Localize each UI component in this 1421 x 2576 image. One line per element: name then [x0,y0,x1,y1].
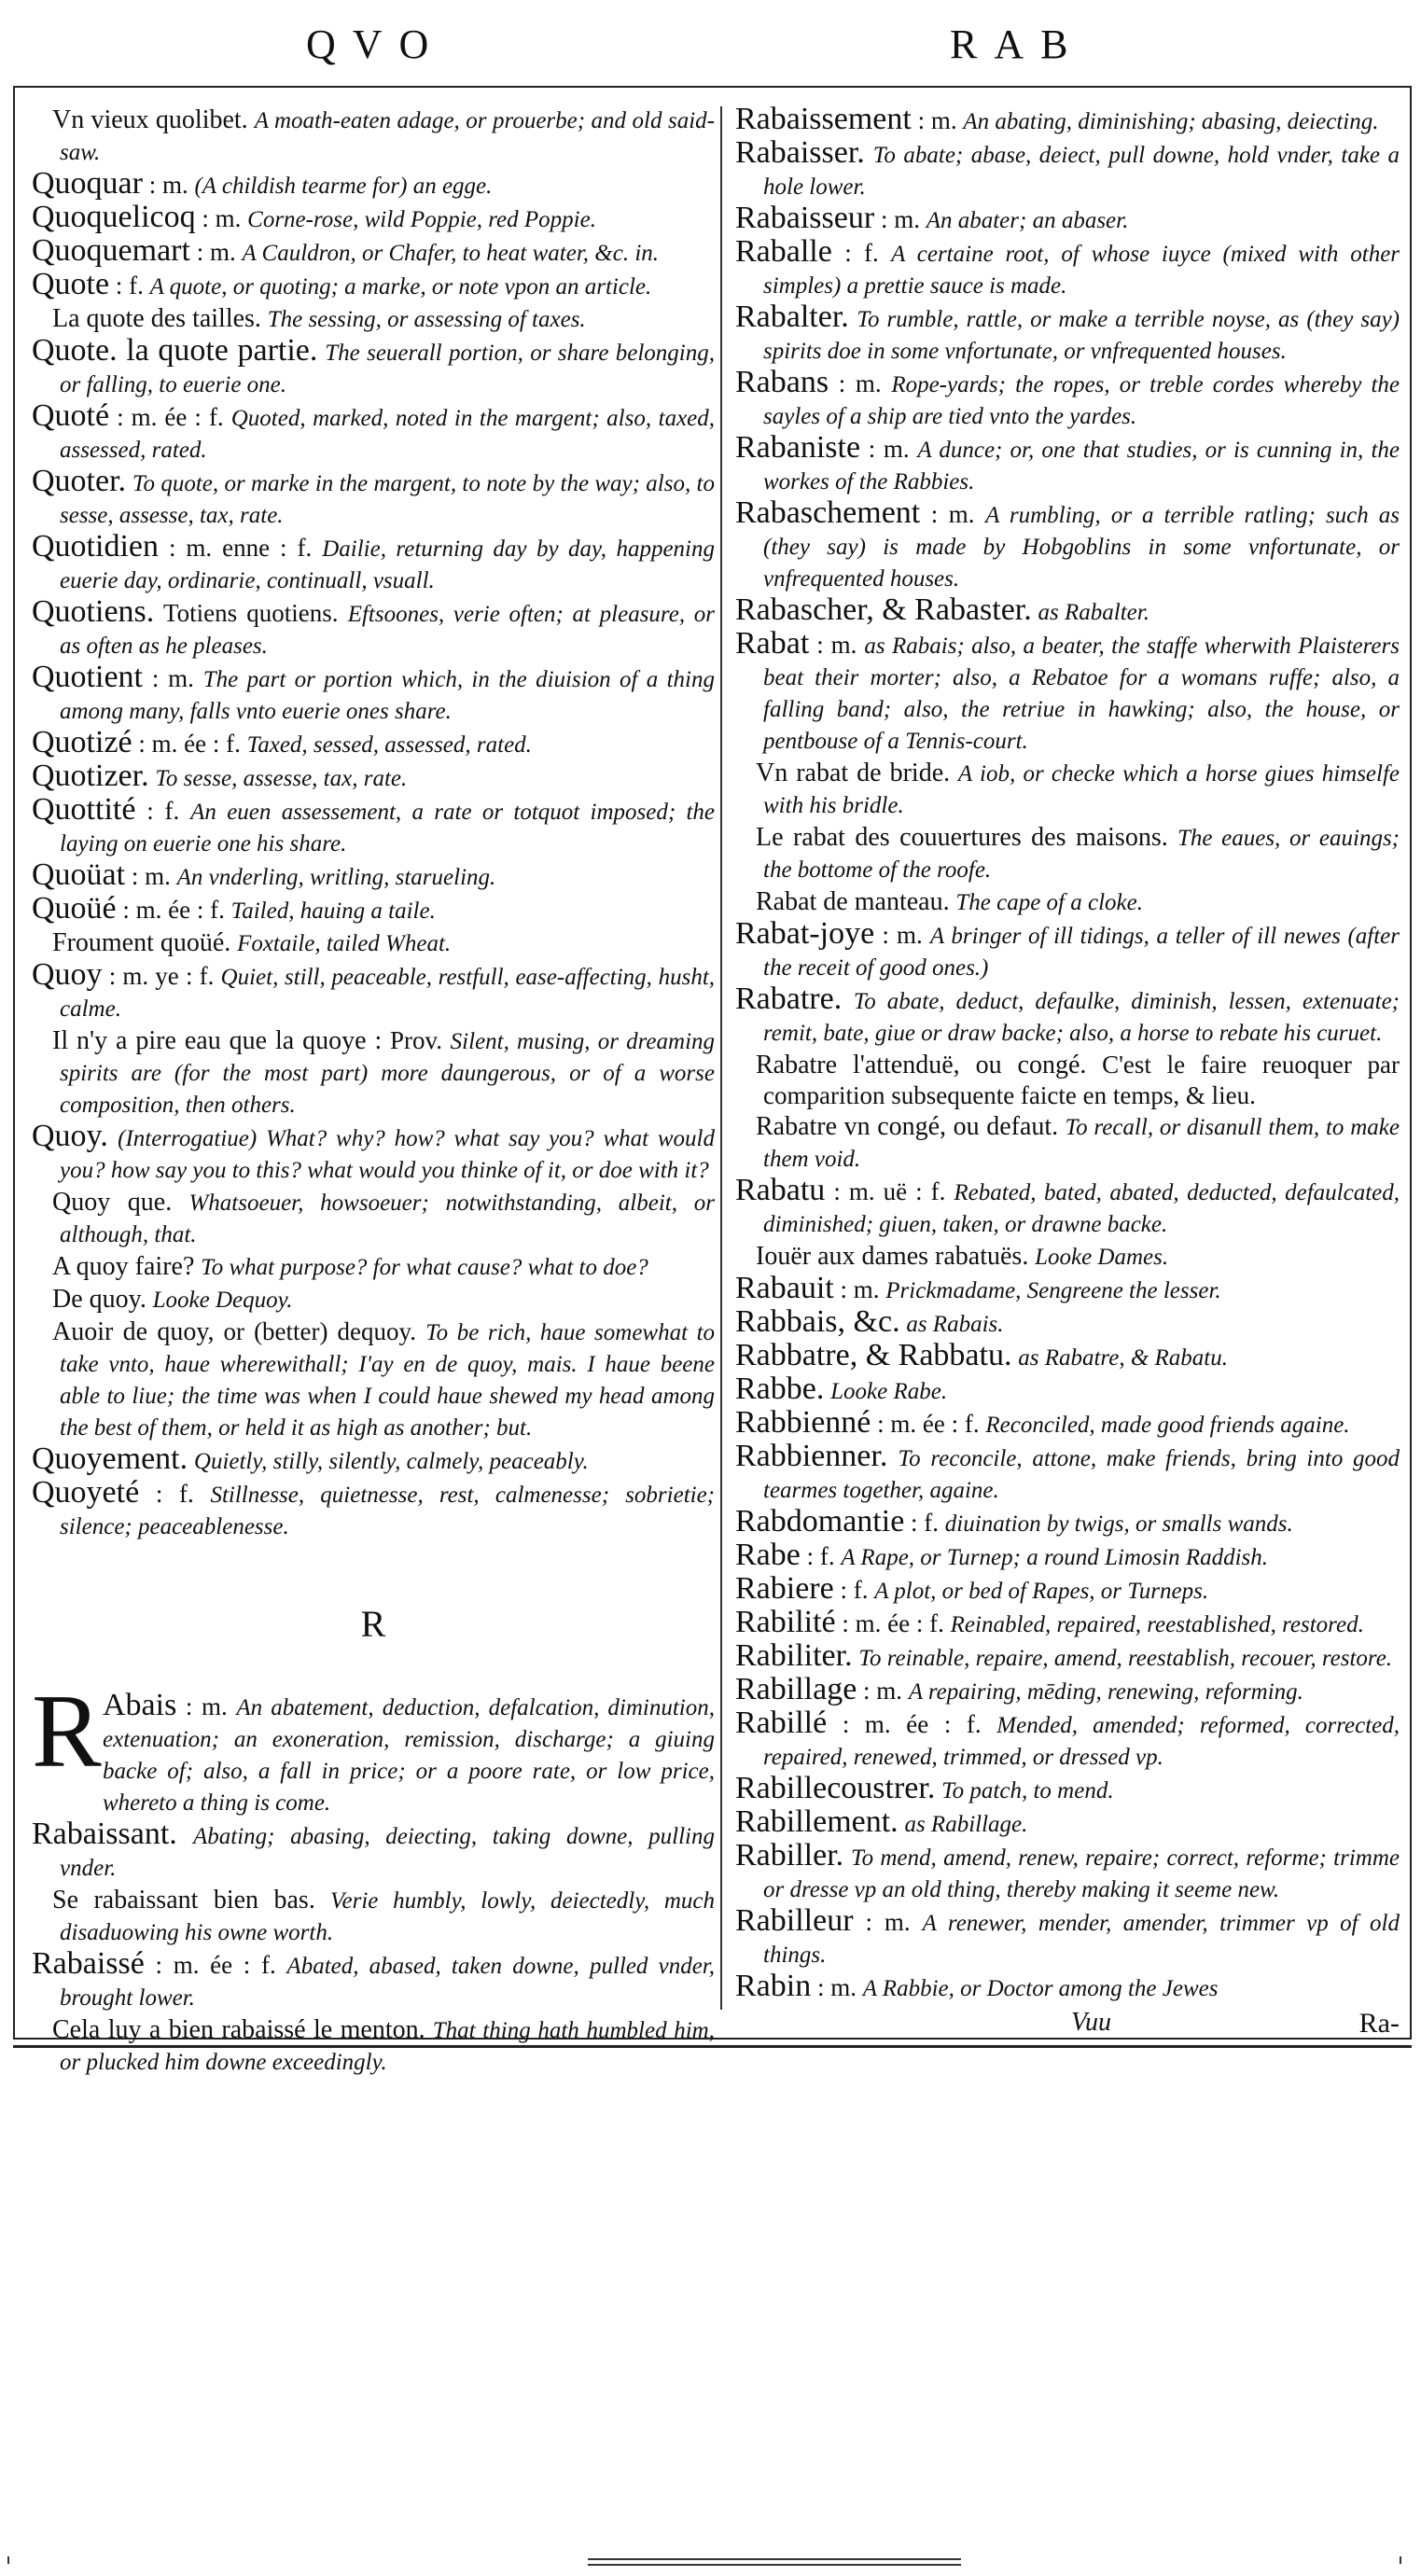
headword: Rabiller. [735,1838,844,1873]
headword: Quoté [32,398,110,433]
grammar-note: : m. [816,631,857,659]
bottom-rule [13,2045,1412,2052]
dictionary-entry [735,1241,1400,1273]
definition: The part or portion which, in the diuision of a thing among many, falls vnto euerie ones share. [60,667,716,724]
drop-cap-letter: R [32,1674,102,1789]
definition: A bringer of ill tidings, a teller of ill newes (after the receit of good ones.) [763,924,1400,981]
definition: (A childish tearme for) an egge. [194,174,493,199]
grammar-note: : m. [930,500,975,528]
grammar-note: : m. ée : f. [138,730,241,758]
grammar-note: Totiens quotiens. [162,599,339,627]
definition: Dailie, returning day by day, happening euerie day, ordinarie, continuall, vsuall. [60,536,715,593]
bottom-registration-marks [0,2556,1421,2568]
grammar-note: : f. [146,797,180,825]
grammar-note: : m. [880,205,920,233]
dictionary-entry [735,1405,1400,1441]
headword: Quoquar [32,166,143,201]
headword: Rabillement. [735,1804,899,1839]
grammar-note: : f. [840,1576,869,1604]
grammar-note: Prov. [389,1026,442,1054]
dictionary-entry [735,626,1400,757]
definition: The seuerall portion, or share belonging, or falling, to euerie one. [60,341,716,397]
headword: Rabdomantie [735,1504,905,1539]
dictionary-entry [32,1187,715,1250]
headword: Quoüé [32,891,117,926]
headword: Vn rabat de bride. [756,759,951,787]
definition: Reinabled, repaired, reestablished, restored. [950,1612,1364,1637]
headword: Rabatre l'attenduë, ou congé. [756,1051,1087,1079]
registration-tick [7,2556,9,2564]
grammar-note: : m. [840,1275,880,1303]
headword: Rabatu [735,1173,826,1207]
dictionary-entry [735,1638,1400,1674]
definition: A plot, or bed of Rapes, or Turneps. [874,1579,1209,1604]
definition: diuination by twigs, or smalls wands. [944,1511,1293,1537]
dictionary-entry [32,398,716,466]
headword: Rabaissement [735,102,912,136]
dictionary-entry [32,202,715,235]
headword: Quotidien [32,529,159,564]
definition: Quoted, marked, noted in the margent; also, taxed, assessed, rated. [60,406,716,463]
definition: An abating, diminishing; abasing, deiecting. [963,109,1379,134]
grammar-note: : m. ée : f. [117,403,224,431]
definition: Rope-yards; the ropes, or treble cordes whereby the sayles of a ship are tied vnto the yardes. [763,372,1400,429]
dictionary-entry [735,1708,1400,1773]
dictionary-entry [735,1374,1400,1407]
grammar-note: : f. [806,1542,835,1570]
grammar-note: : m. ée : f. [122,896,225,924]
headword: Se rabaissant bien bas. [52,1886,315,1915]
headword: Rabbienner. [735,1439,888,1473]
headword: Raballe [735,234,832,269]
definition: Whatsoeuer, howsoeuer; notwithstanding, albeit, or although, that. [60,1191,715,1247]
grammar-note: : m. [148,171,188,199]
headword: Rabilité [735,1605,836,1639]
definition: Abated, abased, taken downe, pulled vnder, brought lower. [60,1954,716,2011]
right-column [735,104,1400,2040]
dictionary-entry [32,233,715,269]
left-entries [32,104,715,1542]
definition: The eaues, or eauings; the bottome of the roofe. [763,826,1400,883]
definition: Reconciled, made good friends againe. [985,1413,1350,1438]
dictionary-entry [735,984,1400,1049]
headword: Quoy [32,957,103,992]
definition: Corne-rose, wild Poppie, red Poppie. [247,207,596,232]
definition: as Rabalter. [1038,600,1149,625]
definition: To abate; abase, deiect, pull downe, hold vnder, take a hole lower. [763,143,1400,200]
grammar-note: : m. uë : f. [833,1177,946,1205]
definition: To rumble, rattle, or make a terrible noyse, as (they say) spirits doe in some vnfortunate, or vnfrequented houses. [763,307,1400,364]
headword: Quoquemart [32,233,190,268]
definition: A dunce; or, one that studies, or is cunning in, the workes of the Rabbies. [763,438,1400,494]
dictionary-entry [735,1605,1400,1640]
headword: Rabascher, & Rabaster. [735,592,1032,627]
dictionary-entry [735,1672,1400,1707]
definition: Quiet, still, peaceable, restfull, ease-affecting, husht, calme. [60,965,716,1022]
headword: Rabbatre, & Rabbatu. [735,1338,1012,1372]
headword: Quoter. [32,464,127,498]
signature-mark: Vuu [1071,2008,1112,2037]
column-divider [720,106,722,2010]
definition: Rebated, bated, abated, deducted, defaulcated, diminished; giuen, taken, or drawne backe. [763,1180,1400,1237]
dictionary-entry [32,891,715,926]
dictionary-entry [735,822,1400,885]
definition: Eftsoones, verie often; at pleasure, or as often as he pleases. [60,602,715,659]
definition: A quote, or quoting; a marke, or note vpon an article. [149,274,652,299]
dictionary-entry [32,761,715,794]
definition: A renewer, mender, amender, trimmer vp of old things. [763,1911,1400,1968]
definition: A moath-eaten adage, or prouerbe; and old said-saw. [60,108,715,165]
definition: That thing hath humbled him, or plucked him downe exceedingly. [60,2018,715,2075]
definition: as Rabais; also, a beater, the staffe wherwith Plaisterers beat their morter; also, a Rebatoe for a womans ruffe; also, a falling band; also, the retriue in hawking; also, the house, or pentbouse of a Tennis-court. [763,634,1400,754]
dictionary-entry [735,1838,1400,1905]
headword: Quotizer. [32,759,149,793]
definition: To reinable, repaire, amend, reestablish, recouer, restore. [858,1646,1393,1671]
headword: Rabillecoustrer. [735,1771,936,1805]
definition: Looke Dequoy. [152,1288,293,1313]
dictionary-entry [735,234,1400,301]
grammar-note: : m. [196,238,236,266]
grammar-note: : m. [131,862,171,890]
definition: Quietly, stilly, silently, calmely, peaceably. [193,1449,589,1474]
dictionary-entry [735,592,1400,628]
headword: Auoir de quoy, [52,1317,215,1346]
dictionary-entry [32,792,716,859]
headword: Rabilleur [735,1903,854,1938]
definition: An vnderling, writling, starueling. [176,865,496,890]
headword: Quotizé [32,725,132,759]
headword: Cela luy a bien rabaissé le menton. [52,2015,425,2044]
grammar-note: : m. ée : f. [842,1710,982,1738]
dictionary-entry [735,495,1400,594]
dictionary-entry [735,104,1400,137]
grammar-note: : f. [844,239,879,267]
definition: To quote, or marke in the margent, to note by the way; also, to sesse, assesse, tax, rate. [60,471,716,528]
headword: Rabat de manteau. [756,887,950,916]
grammar-note: : m. ée : f. [155,1951,276,1979]
dictionary-entry [735,365,1400,432]
headword: Quoy. [32,1119,108,1153]
grammar-note: : m. ye : f. [108,962,215,990]
headword: Rabillage [735,1672,857,1706]
headword: Rabin [735,1969,812,2003]
headword: Rabaissant. [32,1817,177,1851]
headword: Quoquelicoq [32,200,196,234]
definition: An abater; an abaser. [926,208,1129,233]
definition: To what purpose? for what cause? what to doe? [201,1255,648,1280]
definition: Tailed, hauing a taile. [230,898,436,924]
definition: as Rabillage. [904,1812,1028,1837]
dictionary-entry [32,1251,715,1283]
definition: To be rich, haue somewhat to take vnto, haue wherewithall; I'ay en de quoy, mais. I haue beene able to liue; the time was when I could haue shewed my head among the best of them, or held it as high as another; but. [60,1320,716,1441]
headword: Vn vieux quolibet. [52,105,248,134]
dictionary-entry [32,1819,715,1884]
dictionary-entry [735,1804,1400,1840]
dictionary-entry [32,1316,715,1443]
definition: (Interrogatiue) What? why? how? what say you? what would you? how say you to this? what would you thinke of it, or doe with it? [60,1126,715,1183]
definition: A Rape, or Turnep; a round Limosin Raddish. [841,1545,1269,1570]
dictionary-entry [735,203,1400,236]
dictionary-entry [32,1121,715,1186]
section-letter: R [360,1603,386,1645]
dictionary-entry [32,957,716,1024]
grammar-note: : m. ée : f. [877,1410,980,1438]
headword: Il n'y a pire eau que la quoye : [52,1026,383,1055]
dictionary-entry [32,725,715,760]
headword: Rabatre vn congé, ou defaut. [756,1112,1059,1141]
definition: as Rabatre, & Rabatu. [1018,1345,1228,1371]
headword: Quoy que. [52,1188,173,1217]
definition: An euen assessement, a rate or totquot imposed; the laying on euerie one his share. [60,800,716,856]
grammar-note: : f. [155,1480,194,1508]
headword: Rabaschement [735,495,921,530]
headword: Quotiens. [32,594,155,629]
dictionary-entry [735,1903,1400,1970]
headword: Rabaisseur [735,201,875,235]
registration-tick [1400,2556,1401,2564]
headword: Iouër aux dames rabatuës. [756,1242,1029,1271]
definition: Silent, musing, or dreaming spirits are (for the most part) more daungerous, or of a worse composition, then others. [60,1029,716,1118]
grammar-note: : f. [911,1509,940,1537]
definition: An abatement, deduction, defalcation, diminution, extenuation; an exoneration, remission, discharge; a giuing backe of; also, a fall in price; or a poore rate, or low price, whereto a thing is come. [103,1695,716,1816]
dictionary-entry [735,135,1400,202]
headword: Quoüat [32,857,126,892]
dictionary-entry [32,857,715,893]
grammar-note: : m. [865,1908,911,1936]
headword: Rabbais, &c. [735,1304,900,1339]
definition: Stillnesse, quietnesse, rest, calmenesse; sobrietie; silence; peaceablenesse. [60,1483,716,1539]
grammar-note: : m. [882,921,923,949]
dictionary-entry [32,1025,715,1121]
dictionary-entry [735,1441,1400,1506]
text-frame [13,86,1412,2075]
dictionary-entry [735,1173,1400,1240]
definition: A Rabbie, or Doctor among the Jewes [862,1976,1219,2001]
headword: Rabillé [735,1706,828,1740]
definition: Prickmadame, Sengreene the lesser. [885,1278,1221,1303]
dictionary-entry [32,1441,715,1477]
headword: Quoyement. [32,1441,188,1476]
definition: Taxed, sessed, assessed, rated. [246,732,532,758]
headword: Rabans [735,365,829,399]
running-head-right: RAB [950,21,1085,67]
dictionary-entry [735,1540,1400,1573]
grammar-note: : m. [917,106,957,134]
headword: Rabalter. [735,299,849,334]
headword: Rabatre. [735,982,843,1016]
definition: To abate, deduct, defaulke, diminish, lessen, extenuate; remit, bate, giue or draw backe; also, a horse to rebate his curuet. [763,989,1400,1046]
definition: Looke Rabe. [830,1379,948,1404]
headword: Abais [103,1688,177,1722]
dictionary-entry [735,1304,1400,1340]
headword: Rabaissé [32,1946,145,1981]
headword: Rabaniste [735,430,861,465]
definition: A certaine root, of whose iuyce (mixed with other simples) a prettie sauce is made. [763,242,1400,299]
dictionary-entry [735,430,1400,497]
headword: A quoy faire? [52,1252,195,1281]
headword: Le rabat des couuertures des maisons. [756,823,1168,852]
running-header [17,21,1407,77]
headword: Rabiere [735,1571,834,1606]
headword: Quoyeté [32,1475,140,1510]
dictionary-entry [735,758,1400,821]
dictionary-entry [32,662,715,727]
dictionary-entry [32,1885,715,1948]
dictionary-entry [735,299,1400,367]
grammar-note: : m. [185,1692,228,1720]
grammar-note: : m. enne : f. [168,534,313,562]
running-head-left: QVO [306,21,446,67]
definition: Foxtaile, tailed Wheat. [237,931,452,956]
dictionary-entry [32,166,715,202]
dictionary-entry [735,1338,1400,1373]
definition: To patch, to mend. [941,1778,1114,1803]
definition: To recall, or disanull them, to make them void. [763,1115,1400,1172]
definition: The cape of a cloke. [955,890,1143,915]
dictionary-entry [735,1111,1400,1175]
dictionary-entry [32,267,715,302]
dictionary-entry [735,916,1400,983]
headword: Quotient [32,660,143,694]
dictionary-entry [735,1271,1400,1306]
headword: Rabe [735,1538,801,1572]
dictionary-entry [32,333,716,400]
definition: A rumbling, or a terrible ratling; such as (they say) is made by Hobgoblins in some vnfortunate, or vnfrequented houses. [763,503,1400,592]
grammar-note: or (better) dequoy. [223,1317,417,1345]
catchword: Ra- [1358,2008,1400,2039]
headword: La quote des tailles. [52,304,261,333]
dictionary-entry [32,1946,716,2013]
grammar-note: : m. [151,664,194,692]
dictionary-entry [735,1504,1400,1539]
headword: Quote. la quote partie. [32,333,318,368]
headword: Rabauit [735,1271,834,1305]
dictionary-entry [32,594,715,661]
dictionary-entry [735,1571,1400,1607]
dictionary-entry [32,1475,716,1542]
headword: Quote [32,267,110,301]
grammar-note: : f. [115,272,144,299]
dictionary-entry [32,104,715,168]
grammar-note: : m. [816,1973,857,2001]
headword: Rabaisser. [735,135,865,170]
dictionary-entry [32,1284,715,1316]
dictionary-entry [735,1050,1400,1110]
grammar-note: : m. [863,1677,903,1705]
headword: Rabat [735,626,810,661]
definition: A iob, or checke which a horse giues himselfe with his bridle. [763,761,1400,818]
grammar-note: C'est le faire reuoquer par comparition subsequente faicte en temps, & lieu. [763,1051,1400,1109]
dictionary-entry [735,886,1400,918]
right-entries [735,104,1400,2004]
headword: Rabbienné [735,1405,871,1440]
grammar-note: : m. [202,204,242,232]
dictionary-entry [32,1674,716,1818]
definition: To reconcile, attone, make friends, bring into good tearmes together, againe. [763,1446,1400,1503]
dictionary-entry [32,529,715,596]
left-column [32,104,715,2079]
headword: Rabat-joye [735,916,875,951]
headword: De quoy. [52,1285,146,1314]
definition: Verie humbly, lowly, deiectedly, much disaduowing his owne worth. [60,1888,716,1945]
dictionary-entry [735,1771,1400,1806]
definition: To mend, amend, renew, repaire; correct, reforme; trimme or dresse vp an old thing, thereby making it seeme new. [763,1845,1400,1902]
dictionary-entry [32,466,715,531]
definition: The sessing, or assessing of taxes. [267,307,586,332]
dictionary-entry [32,303,715,335]
definition: Abating; abasing, deiecting, taking downe, pulling vnder. [60,1824,716,1881]
dictionary-entry [735,1971,1400,2004]
definition: A repairing, mēding, renewing, reforming. [908,1679,1303,1705]
grammar-note: : m. [868,435,910,463]
definition: Looke Dames. [1035,1245,1169,1270]
left-entries-r [32,1674,716,2078]
definition: as Rabais. [906,1312,1004,1337]
headword: Rabbe. [735,1372,825,1406]
registration-bar [588,2558,961,2566]
headword: Quottité [32,792,136,827]
definition: To sesse, assesse, tax, rate. [155,766,408,791]
definition: A Cauldron, or Chafer, to heat water, &c. in. [242,241,660,266]
grammar-note: : m. [838,369,882,397]
dictionary-entry [32,927,715,959]
definition: Mended, amended; reformed, corrected, repaired, renewed, trimmed, or dressed vp. [763,1713,1400,1770]
grammar-note: : m. ée : f. [842,1609,944,1637]
headword: Froument quoüé. [52,928,231,957]
page-footer [735,2008,1400,2040]
headword: Rabiliter. [735,1638,853,1673]
